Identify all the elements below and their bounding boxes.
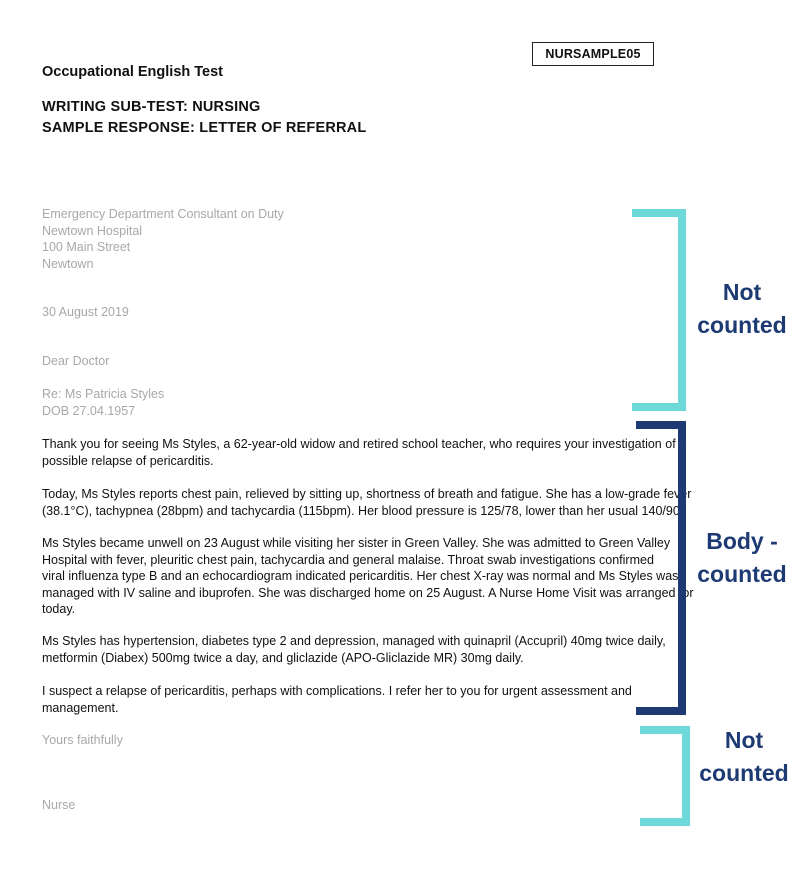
re-patient: Re: Ms Patricia Styles bbox=[42, 387, 165, 401]
signature: Nurse bbox=[42, 798, 76, 812]
letter-date: 30 August 2019 bbox=[42, 305, 129, 319]
label-not-counted-top bbox=[690, 276, 794, 342]
label-not-counted-bottom bbox=[692, 724, 796, 790]
body-line: possible relapse of pericarditis. bbox=[42, 453, 214, 468]
label-line: Body - bbox=[706, 528, 778, 554]
bottom-bracket bbox=[636, 725, 698, 829]
body-line: today. bbox=[42, 602, 76, 616]
address-line: Emergency Department Consultant on Duty bbox=[42, 207, 284, 221]
top-bracket bbox=[628, 208, 690, 414]
body-line: Ms Styles has hypertension, diabetes type 2 and depression, managed with quinapril (Accupril) 40mg twice daily, bbox=[42, 634, 666, 648]
label-line: counted bbox=[699, 760, 789, 786]
label-line: Not bbox=[724, 727, 764, 753]
body-line: Hospital with fever, pleuritic chest pain, tachycardia and general malaise. Throat swab investigations confirmed bbox=[42, 552, 654, 567]
re-dob: DOB 27.04.1957 bbox=[42, 403, 136, 418]
test-title: Occupational English Test bbox=[42, 64, 224, 80]
body-line: Ms Styles became unwell on 23 August while visiting her sister in Green Valley. She was admitted to Green Valley bbox=[42, 536, 671, 550]
body-paragraph bbox=[42, 486, 692, 519]
label-line: counted bbox=[697, 312, 787, 338]
body-paragraph bbox=[42, 436, 687, 469]
body-line: managed with IV saline and ibuprofen. She was discharged home on 25 August. A Nurse Home Visit was arranged for bbox=[42, 585, 694, 600]
body-paragraph bbox=[42, 683, 662, 716]
middle-bracket bbox=[632, 420, 694, 718]
middle-bracket-path bbox=[636, 425, 682, 711]
sample-title: SAMPLE RESPONSE: LETTER OF REFERRAL bbox=[42, 120, 367, 136]
subtest-title: WRITING SUB-TEST: NURSING bbox=[42, 99, 261, 115]
label-line: Not bbox=[722, 279, 762, 305]
bottom-bracket-path bbox=[640, 730, 686, 822]
subtest-heading bbox=[42, 97, 366, 139]
body-line: metformin (Diabex) 500mg twice a day, and gliclazide (APO-Gliclazide MR) 30mg daily. bbox=[42, 650, 524, 665]
top-bracket-path bbox=[632, 213, 682, 407]
sample-code-box: NURSAMPLE05 bbox=[532, 42, 654, 66]
body-line: management. bbox=[42, 700, 119, 715]
salutation: Dear Doctor bbox=[42, 354, 110, 368]
body-line: I suspect a relapse of pericarditis, perhaps with complications. I refer her to you for urgent assessment and bbox=[42, 684, 632, 698]
body-paragraph bbox=[42, 633, 666, 666]
closing: Yours faithfully bbox=[42, 733, 123, 747]
body-paragraph bbox=[42, 535, 694, 618]
body-line: (38.1°C), tachypnea (28bpm) and tachycardia (115bpm). Her blood pressure is 125/78, lower than her usual 140/90. bbox=[42, 503, 684, 518]
address-line: Newtown bbox=[42, 256, 94, 271]
label-line: counted bbox=[697, 561, 787, 587]
re-line bbox=[42, 386, 164, 419]
address-line: 100 Main Street bbox=[42, 240, 131, 254]
body-line: viral influenza type B and an echocardiogram indicated pericarditis. Her chest X-ray was normal and Ms Styles was bbox=[42, 569, 679, 583]
body-line: Thank you for seeing Ms Styles, a 62-year-old widow and retired school teacher, who requires your investigation of a bbox=[42, 437, 687, 451]
recipient-address bbox=[42, 206, 284, 272]
label-body-counted bbox=[690, 525, 794, 591]
body-line: Today, Ms Styles reports chest pain, relieved by sitting up, shortness of breath and fatigue. She has a low-grade fever bbox=[42, 487, 692, 501]
address-line: Newtown Hospital bbox=[42, 223, 143, 238]
